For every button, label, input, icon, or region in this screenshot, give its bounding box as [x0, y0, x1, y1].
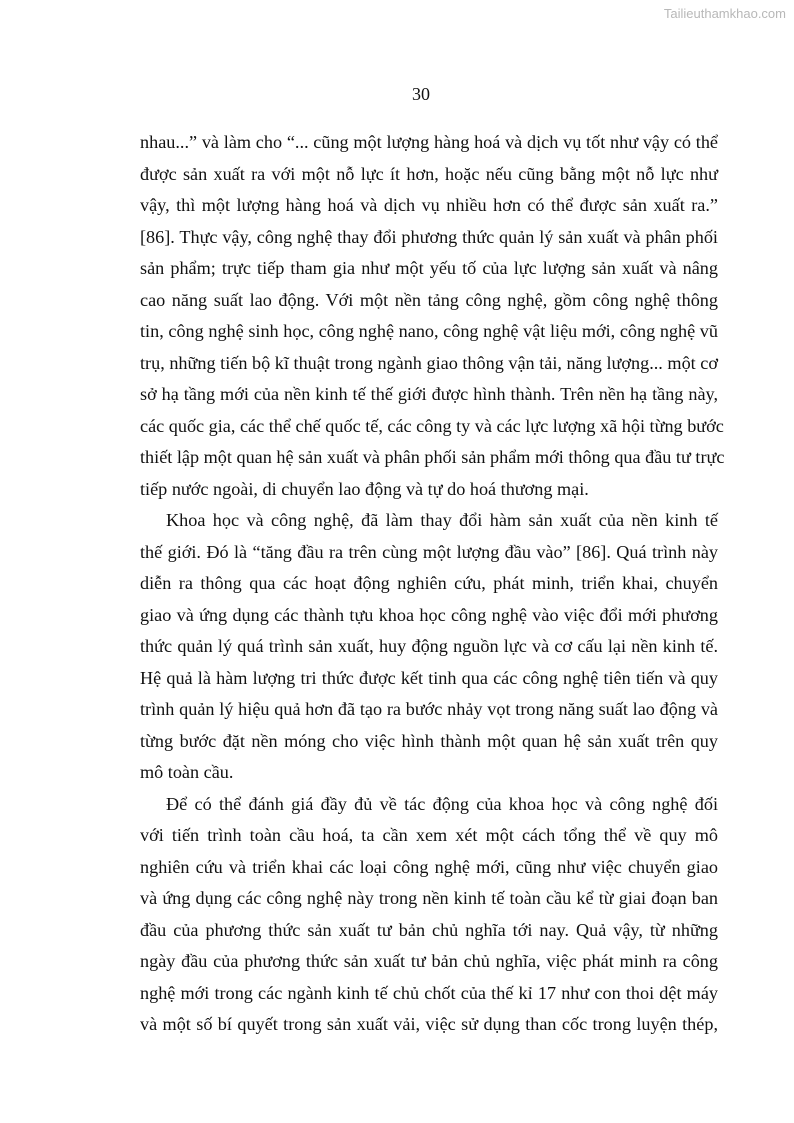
text-line: tin, công nghệ sinh học, công nghệ nano, công nghệ vật liệu mới, công nghệ vũ [140, 321, 718, 341]
text-line: [86]. Thực vậy, công nghệ thay đổi phương thức quản lý sản xuất và phân phối [140, 226, 718, 247]
text-line: ngày đầu của phương thức sản xuất tư bản chủ nghĩa, việc phát minh ra công [140, 951, 718, 971]
text-line: các quốc gia, các thể chế quốc tế, các công ty và các lực lượng xã hội từng bước [140, 415, 724, 436]
watermark: Tailieuthamkhao.com [663, 6, 786, 21]
text-line: từng bước đặt nền móng cho việc hình thành một quan hệ sản xuất trên quy [140, 730, 718, 751]
paragraph [140, 505, 718, 789]
paragraph [140, 789, 718, 1041]
text-line: và một số bí quyết trong sản xuất vải, việc sử dụng than cốc trong luyện thép, [140, 1014, 718, 1034]
text-line: Khoa học và công nghệ, đã làm thay đổi hàm sản xuất của nền kinh tế [166, 510, 718, 530]
text-line: vậy, thì một lượng hàng hoá và dịch vụ nhiều hơn có thể được sản xuất ra.” [140, 195, 718, 215]
text-line: nhau...” và làm cho “... cũng một lượng hàng hoá và dịch vụ tốt như vậy có thể [140, 132, 718, 152]
text-line: thiết lập một quan hệ sản xuất và phân phối sản phẩm mới thông qua đầu tư trực [140, 447, 725, 467]
text-line: được sản xuất ra với một nỗ lực ít hơn, hoặc nếu cũng bằng một nỗ lực như [140, 163, 718, 184]
text-line: trụ, những tiến bộ kĩ thuật trong ngành giao thông vận tải, năng lượng... một cơ [140, 352, 718, 373]
text-line: giao và ứng dụng các thành tựu khoa học công nghệ vào việc đổi mới phương [140, 604, 718, 625]
text-line: với tiến trình toàn cầu hoá, ta cần xem xét một cách tổng thể về quy mô [140, 825, 718, 845]
text-line: cao năng suất lao động. Với một nền tảng công nghệ, gồm công nghệ thông [140, 289, 718, 310]
text-line: và ứng dụng các công nghệ này trong nền kinh tế toàn cầu kể từ giai đoạn ban [140, 888, 718, 908]
text-line: mô toàn cầu. [140, 762, 234, 782]
text-line: Để có thể đánh giá đầy đủ về tác động của khoa học và công nghệ đối [166, 793, 718, 814]
text-line: sản phẩm; trực tiếp tham gia như một yếu tố của lực lượng sản xuất và nâng [140, 258, 718, 278]
text-line: đầu của phương thức sản xuất tư bản chủ nghĩa tới nay. Quả vậy, từ những [140, 919, 718, 940]
text-line: trình quản lý hiệu quả hơn đã tạo ra bước nhảy vọt trong năng suất lao động và [140, 699, 718, 719]
text-line: diễn ra thông qua các hoạt động nghiên cứu, phát minh, triển khai, chuyển [140, 573, 718, 593]
text-line: tiếp nước ngoài, di chuyển lao động và tự do hoá thương mại. [140, 478, 589, 499]
text-line: nghệ mới trong các ngành kinh tế chủ chốt của thế kỉ 17 như con thoi dệt máy [140, 982, 718, 1003]
text-line: nghiên cứu và triển khai các loại công nghệ mới, cũng như việc chuyển giao [140, 856, 718, 877]
body-text [140, 127, 725, 1041]
text-line: sở hạ tầng mới của nền kinh tế thế giới được hình thành. Trên nền hạ tầng này, [140, 384, 718, 404]
text-line: thức quản lý quá trình sản xuất, huy động nguồn lực và cơ cấu lại nền kinh tế. [140, 636, 718, 656]
paragraph [140, 127, 725, 505]
text-line: Hệ quả là hàm lượng tri thức được kết tinh qua các công nghệ tiên tiến và quy [140, 667, 718, 688]
page-number: 30 [412, 84, 430, 104]
text-line: thế giới. Đó là “tăng đầu ra trên cùng một lượng đầu vào” [86]. Quá trình này [140, 541, 718, 562]
